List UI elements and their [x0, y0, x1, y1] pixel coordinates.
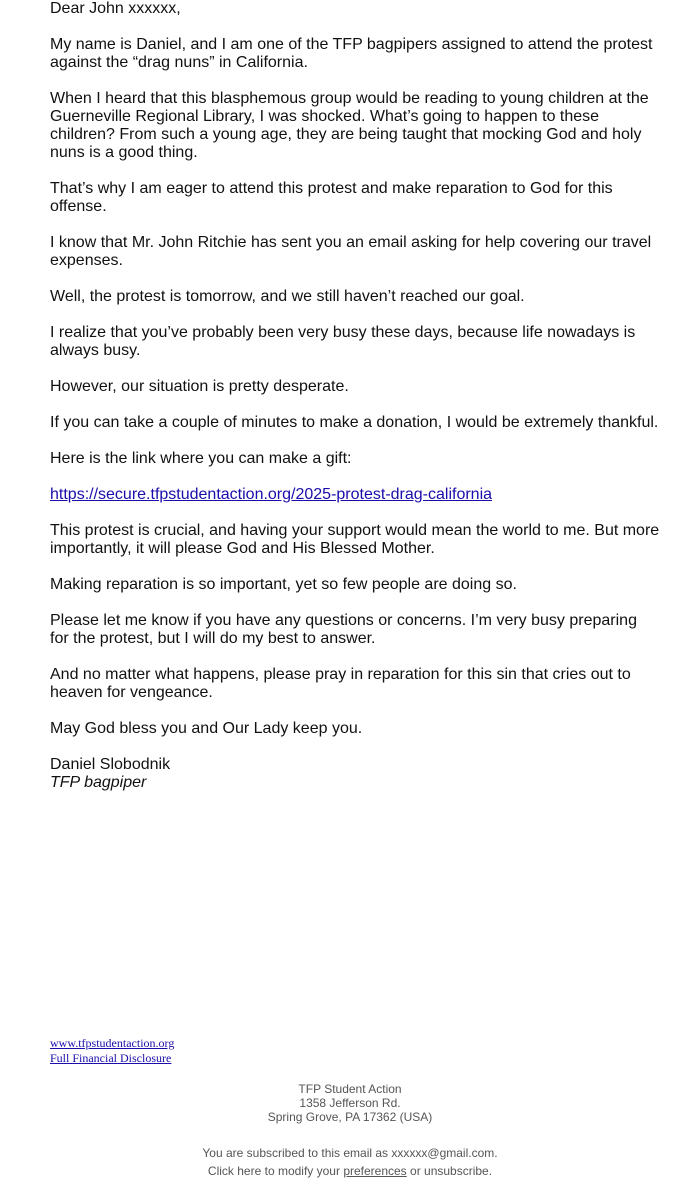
- signature: [50, 756, 660, 792]
- paragraph-busy: I realize that you’ve probably been very busy these days, because life nowadays is always busy.: [50, 324, 636, 359]
- subscription-notice: [0, 1144, 700, 1180]
- greeting: Dear John xxxxxx,: [50, 0, 181, 17]
- paragraph-pray: And no matter what happens, please pray in reparation for this sin that cries out to heaven for vengeance.: [50, 666, 631, 701]
- paragraph-questions: Please let me know if you have any questions or concerns. I’m very busy preparing for the protest, but I will do my best to answer.: [50, 612, 637, 647]
- modify-suffix: or unsubscribe.: [406, 1164, 493, 1178]
- paragraph-intro: My name is Daniel, and I am one of the TFP bagpipers assigned to attend the protest against the “drag nuns” in California.: [50, 36, 653, 71]
- paragraph-eager: That’s why I am eager to attend this protest and make reparation to God for this offense.: [50, 180, 613, 215]
- modify-prefix: Click here to modify your: [207, 1164, 344, 1178]
- organization-address: [0, 1082, 700, 1124]
- paragraph-reparation: Making reparation is so important, yet so few people are doing so.: [50, 576, 517, 593]
- donation-link-paragraph: [50, 486, 660, 504]
- paragraph-library: When I heard that this blasphemous group would be reading to young children at the Guerneville Regional Library, I was shocked. What’s going to happen to these children? From such a young age, they are being taught that mocking God and holy nuns is a good thing.: [50, 90, 649, 161]
- paragraph-tomorrow: Well, the protest is tomorrow, and we still haven’t reached our goal.: [50, 288, 525, 305]
- preferences-link[interactable]: preferences: [343, 1164, 407, 1178]
- paragraph-crucial: This protest is crucial, and having your support would mean the world to me. But more importantly, it will please God and His Blessed Mother.: [50, 522, 660, 557]
- footer-links: [50, 1036, 174, 1066]
- paragraph-ritchie: I know that Mr. John Ritchie has sent you an email asking for help covering our travel expenses.: [50, 234, 652, 269]
- paragraph-link-intro: Here is the link where you can make a gift:: [50, 450, 352, 467]
- modify-preferences-line: [0, 1162, 700, 1180]
- org-name: TFP Student Action: [298, 1082, 402, 1096]
- paragraph-blessing: May God bless you and Our Lady keep you.: [50, 720, 363, 737]
- paragraph-donation: If you can take a couple of minutes to make a donation, I would be extremely thankful.: [50, 414, 659, 431]
- financial-disclosure-link[interactable]: Full Financial Disclosure: [50, 1051, 172, 1065]
- address-line-2: Spring Grove, PA 17362 (USA): [267, 1110, 433, 1124]
- address-line-1: 1358 Jefferson Rd.: [299, 1096, 401, 1110]
- donation-link[interactable]: https://secure.tfpstudentaction.org/2025-protest-drag-california: [50, 486, 493, 503]
- signature-name: Daniel Slobodnik: [50, 756, 171, 773]
- email-body: [50, 0, 660, 792]
- website-link[interactable]: www.tfpstudentaction.org: [50, 1036, 175, 1050]
- paragraph-desperate: However, our situation is pretty desperate.: [50, 378, 349, 395]
- subscribed-text: You are subscribed to this email as xxxxxx@gmail.com.: [202, 1146, 498, 1160]
- signature-title: TFP bagpiper: [50, 774, 147, 791]
